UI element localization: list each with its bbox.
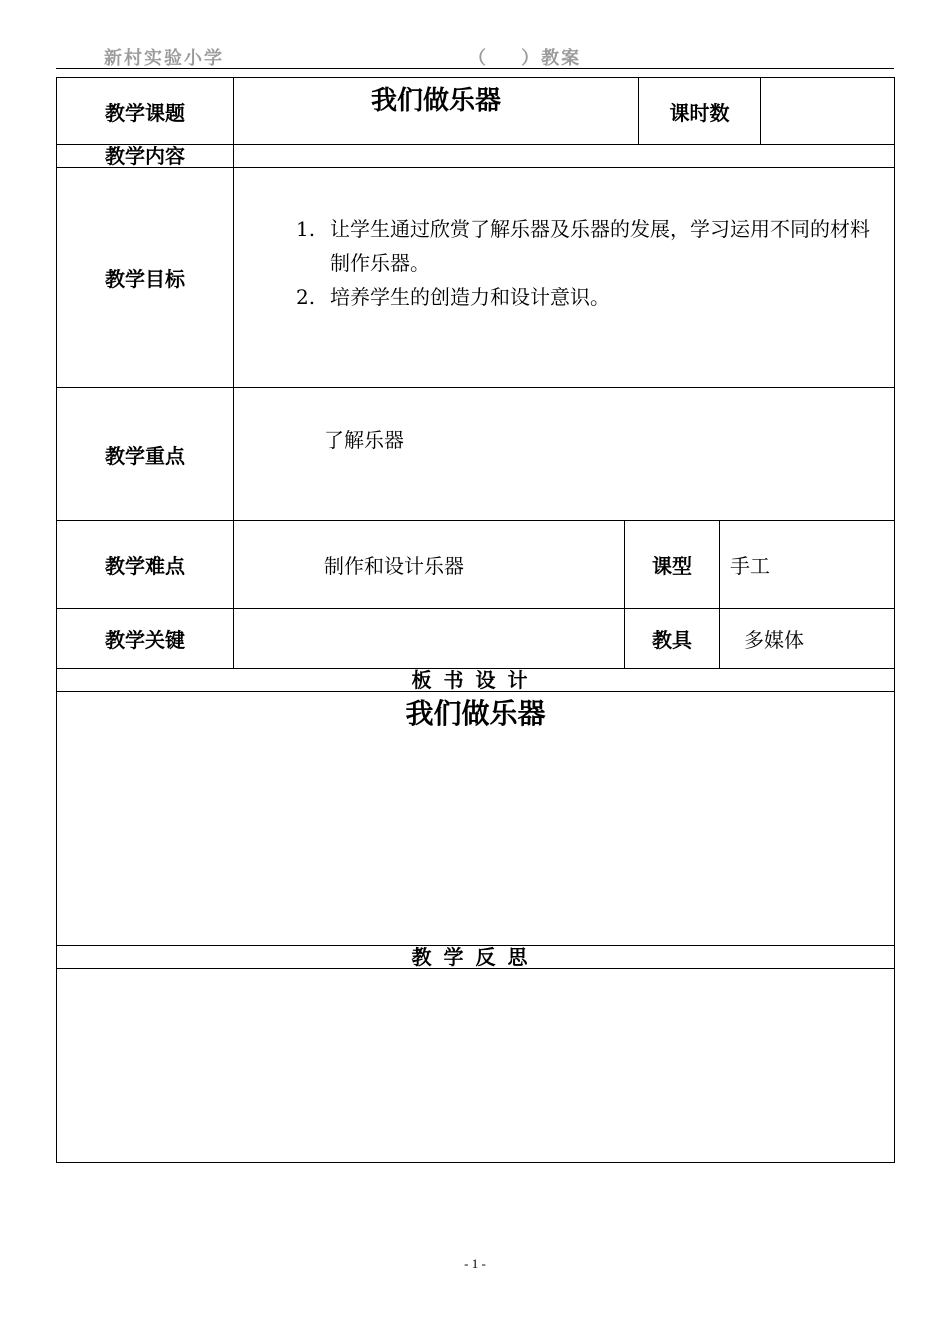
goals-label: 教学目标 xyxy=(57,168,234,388)
page-number: - 1 - xyxy=(464,1256,486,1271)
difficulty-row xyxy=(57,521,895,609)
topic-row xyxy=(57,78,895,145)
difficulty-label: 教学难点 xyxy=(57,521,234,609)
content-row xyxy=(57,145,895,168)
key-row xyxy=(57,388,895,521)
crux-row xyxy=(57,609,895,669)
board-row xyxy=(57,692,895,946)
crux-value xyxy=(234,609,625,669)
hours-value xyxy=(761,78,895,145)
reflection-heading: 教学反思 xyxy=(57,946,895,969)
goal-item xyxy=(296,280,886,314)
lesson-plan-table xyxy=(56,77,895,1163)
board-heading: 板书设计 xyxy=(57,669,895,692)
goals-row xyxy=(57,168,895,388)
page-header xyxy=(56,40,894,69)
goal-text: 让学生通过欣赏了解乐器及乐器的发展，学习运用不同的材料制作乐器。 xyxy=(330,217,870,275)
goal-number: 1. xyxy=(296,217,316,241)
reflection-header-row xyxy=(57,946,895,969)
goals-list xyxy=(234,168,895,388)
content-label: 教学内容 xyxy=(57,145,234,168)
key-value: 了解乐器 xyxy=(234,388,895,521)
type-value: 手工 xyxy=(720,521,895,609)
board-title: 我们做乐器 xyxy=(57,692,895,946)
type-label: 课型 xyxy=(625,521,720,609)
goal-number: 2. xyxy=(296,285,316,309)
board-header-row xyxy=(57,669,895,692)
difficulty-value: 制作和设计乐器 xyxy=(234,521,625,609)
hours-label: 课时数 xyxy=(639,78,761,145)
reflection-row xyxy=(57,969,895,1163)
tools-label: 教具 xyxy=(625,609,720,669)
goal-text: 培养学生的创造力和设计意识。 xyxy=(330,285,610,309)
key-label: 教学重点 xyxy=(57,388,234,521)
goal-item xyxy=(296,212,886,280)
topic-label: 教学课题 xyxy=(57,78,234,145)
crux-label: 教学关键 xyxy=(57,609,234,669)
topic-value: 我们做乐器 xyxy=(234,78,639,145)
plan-label: （ ）教案 xyxy=(468,48,582,69)
content-value xyxy=(234,145,895,168)
tools-value: 多媒体 xyxy=(720,609,895,669)
school-name: 新村实验小学 xyxy=(104,48,224,69)
reflection-value xyxy=(57,969,895,1163)
